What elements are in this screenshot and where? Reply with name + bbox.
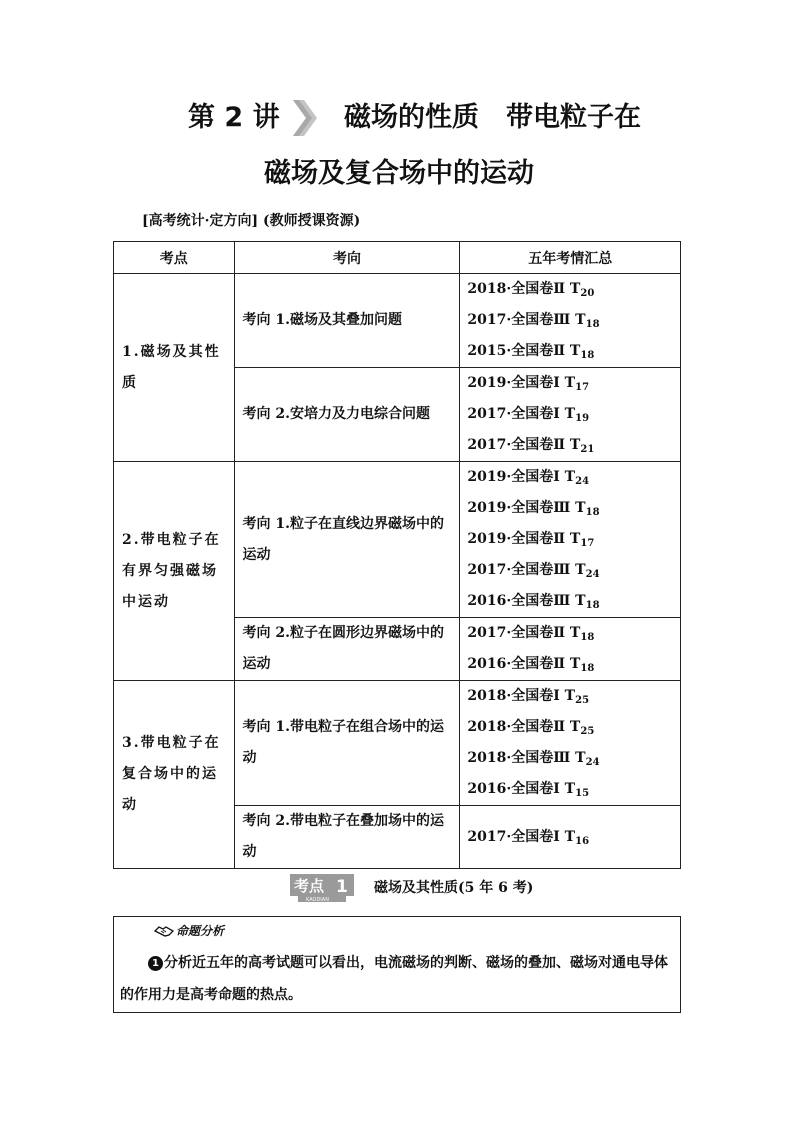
record-text: 2017·全国卷Ⅰ T — [467, 828, 576, 845]
record-cell — [460, 524, 681, 555]
record-cell — [460, 712, 681, 743]
record-cell — [460, 399, 681, 430]
record-sub: 25 — [580, 726, 595, 737]
exam-point-cell: 3.带电粒子在复合场中的运动 — [114, 681, 235, 869]
header-cell: 五年考情汇总 — [460, 242, 681, 274]
record-cell — [460, 649, 681, 681]
record-cell — [460, 586, 681, 618]
record-text: 2015·全国卷Ⅱ T — [467, 343, 581, 359]
direction-cell: 考向 2.带电粒子在叠加场中的运动 — [234, 806, 460, 869]
kaodian-badge-label: 考点 — [294, 877, 325, 895]
record-cell — [460, 743, 681, 774]
section-note: [高考统计·定方向] (教师授课资源) — [142, 213, 361, 229]
record-text: 2018·全国卷Ⅰ T — [467, 688, 576, 704]
record-text: 2019·全国卷Ⅱ T — [467, 531, 581, 547]
record-sub: 24 — [585, 757, 600, 768]
kaodian-title: 磁场及其性质(5 年 6 考) — [374, 880, 534, 896]
record-text: 2016·全国卷Ⅲ T — [467, 593, 586, 609]
record-sub: 21 — [580, 444, 595, 455]
analysis-heading-text: 命题分析 — [176, 924, 225, 938]
record-sub: 20 — [580, 288, 595, 299]
table-row — [114, 274, 681, 306]
record-text: 2017·全国卷Ⅲ T — [467, 312, 586, 328]
record-cell — [460, 806, 681, 869]
record-cell — [460, 555, 681, 586]
title-line-1 — [0, 96, 794, 140]
record-sub: 18 — [580, 663, 595, 674]
table-row — [114, 681, 681, 713]
record-sub: 18 — [585, 319, 600, 330]
item-number-badge: 1 — [148, 956, 163, 971]
record-sub: 18 — [585, 600, 600, 611]
record-text: 2017·全国卷Ⅰ T — [467, 406, 576, 422]
record-cell — [460, 493, 681, 524]
record-text: 2016·全国卷Ⅱ T — [467, 656, 581, 672]
record-cell — [460, 774, 681, 806]
exam-point-cell: 2.带电粒子在有界匀强磁场中运动 — [114, 462, 235, 681]
record-text: 2019·全国卷Ⅲ T — [467, 500, 586, 516]
header-cell: 考向 — [234, 242, 460, 274]
record-cell — [460, 274, 681, 306]
record-cell — [460, 430, 681, 462]
record-sub: 17 — [580, 538, 595, 549]
page-title-continued: 磁场及复合场中的运动 — [264, 158, 534, 189]
record-cell — [460, 368, 681, 400]
record-sub: 18 — [580, 632, 595, 643]
record-text: 2017·全国卷Ⅱ T — [467, 625, 581, 641]
table-header-row — [114, 242, 681, 274]
record-cell — [460, 681, 681, 713]
record-text: 2019·全国卷Ⅰ T — [467, 375, 576, 391]
analysis-text: 分析近五年的高考试题可以看出，电流磁场的判断、磁场的叠加、磁场对通电导体的作用力是高考命题的热点。 — [120, 955, 668, 1003]
record-text: 2017·全国卷Ⅱ T — [467, 437, 581, 453]
record-text: 2018·全国卷Ⅱ T — [467, 281, 581, 297]
record-sub: 24 — [575, 476, 590, 487]
record-sub: 24 — [585, 569, 600, 580]
record-cell — [460, 462, 681, 494]
direction-cell: 考向 1.粒子在直线边界磁场中的运动 — [234, 462, 460, 618]
record-sub: 16 — [575, 835, 590, 847]
record-sub: 25 — [575, 695, 590, 706]
kaodian-badge — [290, 874, 354, 902]
kaodian-badge-num: 1 — [336, 877, 348, 897]
direction-cell: 考向 2.粒子在圆形边界磁场中的运动 — [234, 618, 460, 681]
page-title-line-2 — [0, 152, 794, 196]
chevron-icon — [290, 100, 320, 136]
table-row — [114, 462, 681, 494]
record-text: 2017·全国卷Ⅲ T — [467, 562, 586, 578]
record-text: 2019·全国卷Ⅰ T — [467, 469, 576, 485]
direction-cell: 考向 2.安培力及力电综合问题 — [234, 368, 460, 462]
record-sub: 18 — [580, 350, 595, 361]
record-cell — [460, 336, 681, 368]
record-sub: 15 — [575, 788, 590, 799]
exam-statistics-table — [113, 241, 681, 869]
record-sub: 17 — [575, 382, 590, 393]
record-sub: 19 — [575, 413, 590, 424]
direction-cell: 考向 1.磁场及其叠加问题 — [234, 274, 460, 368]
kaodian-badge-pinyin: KAODIAN — [306, 897, 329, 902]
record-text: 2016·全国卷Ⅰ T — [467, 781, 576, 797]
header-cell: 考点 — [114, 242, 235, 274]
analysis-body — [120, 947, 676, 1011]
record-cell — [460, 305, 681, 336]
record-text: 2018·全国卷Ⅱ T — [467, 719, 581, 735]
record-sub: 18 — [585, 507, 600, 518]
lecture-number: 第 2 讲 — [188, 102, 280, 133]
exam-point-cell: 1.磁场及其性质 — [114, 274, 235, 462]
record-text: 2018·全国卷Ⅲ T — [467, 750, 586, 766]
direction-cell: 考向 1.带电粒子在组合场中的运动 — [234, 681, 460, 806]
record-cell — [460, 618, 681, 650]
analysis-box — [113, 916, 681, 1013]
handshake-icon — [154, 924, 174, 938]
page-title: 磁场的性质 带电粒子在 — [344, 102, 641, 133]
